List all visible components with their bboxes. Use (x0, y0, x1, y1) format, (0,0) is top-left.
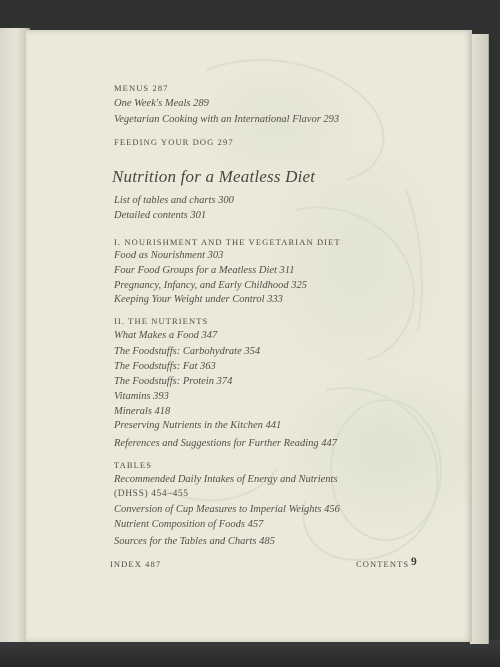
part-one-heading: I. NOURISHMENT AND THE VEGETARIAN DIET (114, 237, 341, 247)
toc-entry-references: References and Suggestions for Further Reading 447 (114, 438, 337, 449)
toc-entry-minerals: Minerals 418 (114, 406, 171, 417)
part-two-heading: II. THE NUTRIENTS (114, 316, 209, 326)
toc-entry-vegetarian-international: Vegetarian Cooking with an International Flavor 293 (114, 114, 340, 125)
toc-entry-food-as-nourishment: Food as Nourishment 303 (114, 250, 224, 261)
toc-entry-nutrient-composition: Nutrient Composition of Foods 457 (114, 519, 264, 530)
toc-entry-vitamins: Vitamins 393 (114, 391, 169, 402)
toc-entry-fat: The Foodstuffs: Fat 363 (114, 361, 216, 372)
toc-entry-pregnancy: Pregnancy, Infancy, and Early Childhood 325 (114, 280, 307, 291)
toc-entry-list-of-tables: List of tables and charts 300 (114, 195, 234, 206)
tables-heading: TABLES (114, 460, 153, 470)
toc-entry-detailed-contents: Detailed contents 301 (114, 210, 207, 221)
toc-entry-protein: The Foodstuffs: Protein 374 (114, 376, 233, 387)
toc-entry-preserving-nutrients: Preserving Nutrients in the Kitchen 441 (114, 420, 282, 431)
page-stack-edge (470, 34, 489, 644)
footer-contents-label: CONTENTS (356, 559, 410, 569)
toc-entry-carbohydrate: The Foodstuffs: Carbohydrate 354 (114, 346, 261, 357)
page-number: 9 (411, 556, 417, 568)
toc-entry-conversion: Conversion of Cup Measures to Imperial Weights 456 (114, 504, 340, 515)
toc-entry-four-food-groups: Four Food Groups for a Meatless Diet 311 (114, 265, 295, 276)
toc-entry-one-weeks-meals: One Week's Meals 289 (114, 98, 209, 109)
toc-entry-what-makes-a-food: What Makes a Food 347 (114, 330, 218, 341)
toc-entry-feeding-your-dog: FEEDING YOUR DOG 297 (114, 137, 234, 147)
footer-index: INDEX 487 (110, 559, 162, 569)
book-page (26, 30, 472, 642)
toc-entry-sources: Sources for the Tables and Charts 485 (114, 536, 275, 547)
toc-entry-menus: MENUS 287 (114, 83, 169, 93)
toc-entry-recommended-intakes-cont: (DHSS) 454–455 (114, 489, 189, 499)
section-title: Nutrition for a Meatless Diet (112, 167, 316, 186)
toc-entry-weight-control: Keeping Your Weight under Control 333 (114, 294, 283, 305)
toc-entry-recommended-intakes: Recommended Daily Intakes of Energy and Nutrients (114, 474, 338, 485)
background-surface (0, 640, 500, 667)
